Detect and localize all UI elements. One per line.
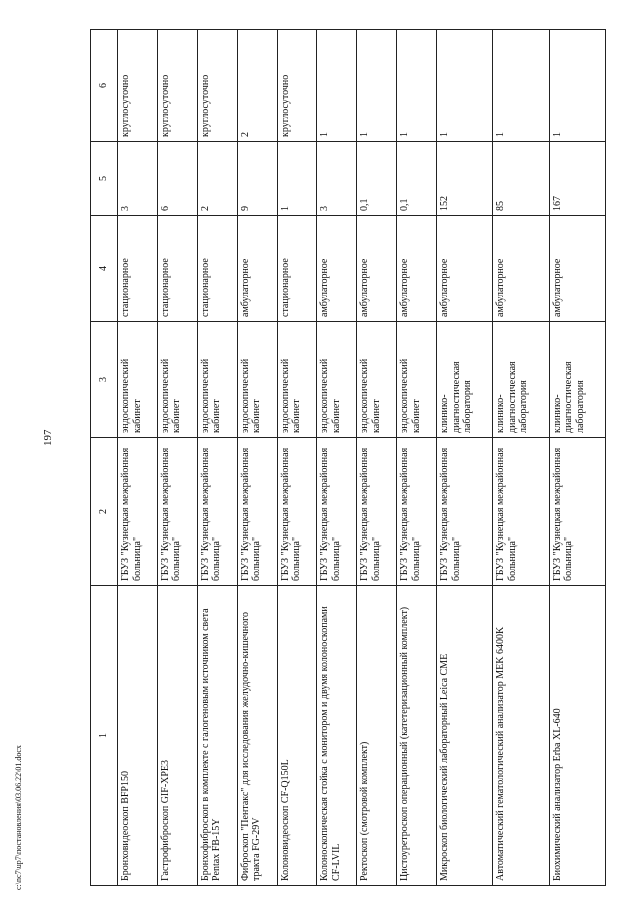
equipment-table-wrapper (90, 30, 606, 886)
schedule-cell: 1 (549, 30, 605, 142)
table-row (549, 30, 605, 886)
equipment-table (90, 29, 606, 886)
quantity-cell: 9 (237, 142, 277, 216)
equipment-name-cell: Ректоскоп (смотровой комплект) (357, 586, 397, 886)
page-number: 197 (42, 429, 54, 446)
care-type-cell: амбулаторное (317, 216, 357, 322)
department-cell: эндоскопический кабинет (357, 322, 397, 438)
institution-cell: ГБУЗ "Кузнецкая межрайонная больница" (549, 438, 605, 586)
schedule-cell: 2 (237, 30, 277, 142)
care-type-cell: амбулаторное (357, 216, 397, 322)
schedule-cell: 1 (397, 30, 437, 142)
department-cell: эндоскопический кабинет (118, 322, 158, 438)
institution-cell: ГБУЗ "Кузнецкая межрайонная больница" (197, 438, 237, 586)
column-header: 3 (91, 322, 118, 438)
care-type-cell: амбулаторное (549, 216, 605, 322)
column-header: 5 (91, 142, 118, 216)
department-cell: эндоскопический кабинет (237, 322, 277, 438)
column-header: 6 (91, 30, 118, 142)
schedule-cell: 1 (357, 30, 397, 142)
column-header: 1 (91, 586, 118, 886)
care-type-cell: стационарное (277, 216, 317, 322)
institution-cell: ГБУЗ "Кузнецкая межрайонная больница" (437, 438, 493, 586)
schedule-cell: 1 (437, 30, 493, 142)
institution-cell: ГБУЗ "Кузнецкая межрайонная больница" (357, 438, 397, 586)
table-row (357, 30, 397, 886)
care-type-cell: амбулаторное (397, 216, 437, 322)
table-row (317, 30, 357, 886)
equipment-name-cell: Колоноскопическая стойка с монитором и двумя колоноскопами CF-LVIL (317, 586, 357, 886)
table-row (157, 30, 197, 886)
care-type-cell: стационарное (118, 216, 158, 322)
table-header-row (91, 30, 118, 886)
footer-file-path: c:\nc7\up7\постановления\03.06.22\01.docx (14, 745, 23, 890)
equipment-name-cell: Биохимический анализатор Erba XL-640 (549, 586, 605, 886)
schedule-cell: круглосуточно (197, 30, 237, 142)
quantity-cell: 0,1 (397, 142, 437, 216)
table-row (437, 30, 493, 886)
quantity-cell: 1 (277, 142, 317, 216)
equipment-name-cell: Бронхофиброскоп в комплекте с галогеновым источником света Pentax FB-15Y (197, 586, 237, 886)
care-type-cell: амбулаторное (237, 216, 277, 322)
quantity-cell: 6 (157, 142, 197, 216)
equipment-name-cell: Автоматический гематологический анализатор MEK 6400K (493, 586, 549, 886)
schedule-cell: круглосуточно (157, 30, 197, 142)
institution-cell: ГБУЗ "Кузнецкая межрайонная больница" (493, 438, 549, 586)
care-type-cell: амбулаторное (493, 216, 549, 322)
care-type-cell: амбулаторное (437, 216, 493, 322)
care-type-cell: стационарное (197, 216, 237, 322)
department-cell: эндоскопический кабинет (397, 322, 437, 438)
institution-cell: ГБУЗ "Кузнецкая межрайонная больница" (397, 438, 437, 586)
table-row (277, 30, 317, 886)
department-cell: клинико-диагностическая лаборатория (437, 322, 493, 438)
equipment-name-cell: Фиброскоп "Пентакс" для исследования желудочно-кишечного тракта FG-29V (237, 586, 277, 886)
quantity-cell: 2 (197, 142, 237, 216)
department-cell: эндоскопический кабинет (277, 322, 317, 438)
department-cell: клинико-диагностическая лаборатория (549, 322, 605, 438)
department-cell: клинико-диагностическая лаборатория (493, 322, 549, 438)
table-row (397, 30, 437, 886)
equipment-name-cell: Бронховидеоскоп BFP150 (118, 586, 158, 886)
table-row (493, 30, 549, 886)
quantity-cell: 167 (549, 142, 605, 216)
schedule-cell: круглосуточно (277, 30, 317, 142)
department-cell: эндоскопический кабинет (157, 322, 197, 438)
equipment-name-cell: Цистоуретроскоп операционный (катетеризационный комплект) (397, 586, 437, 886)
column-header: 4 (91, 216, 118, 322)
quantity-cell: 85 (493, 142, 549, 216)
table-row (237, 30, 277, 886)
institution-cell: ГБУЗ "Кузнецкая межрайонная больница" (157, 438, 197, 586)
equipment-name-cell: Микроскоп биологический лабораторный Leica CME (437, 586, 493, 886)
care-type-cell: стационарное (157, 216, 197, 322)
quantity-cell: 3 (317, 142, 357, 216)
institution-cell: ГБУЗ "Кузнецкая межрайонная больница" (317, 438, 357, 586)
equipment-name-cell: Гастрофиброскоп GIF-XPE3 (157, 586, 197, 886)
table-row (197, 30, 237, 886)
quantity-cell: 3 (118, 142, 158, 216)
schedule-cell: 1 (317, 30, 357, 142)
table-row (118, 30, 158, 886)
department-cell: эндоскопический кабинет (197, 322, 237, 438)
quantity-cell: 152 (437, 142, 493, 216)
department-cell: эндоскопический кабинет (317, 322, 357, 438)
institution-cell: ГБУЗ "Кузнецкая межрайонная больница" (237, 438, 277, 586)
institution-cell: ГБУЗ "Кузнецкая межрайонная больница" (277, 438, 317, 586)
quantity-cell: 0,1 (357, 142, 397, 216)
column-header: 2 (91, 438, 118, 586)
schedule-cell: круглосуточно (118, 30, 158, 142)
institution-cell: ГБУЗ "Кузнецкая межрайонная больница" (118, 438, 158, 586)
schedule-cell: 1 (493, 30, 549, 142)
equipment-name-cell: Колоновидеоскоп CF-Q150L (277, 586, 317, 886)
